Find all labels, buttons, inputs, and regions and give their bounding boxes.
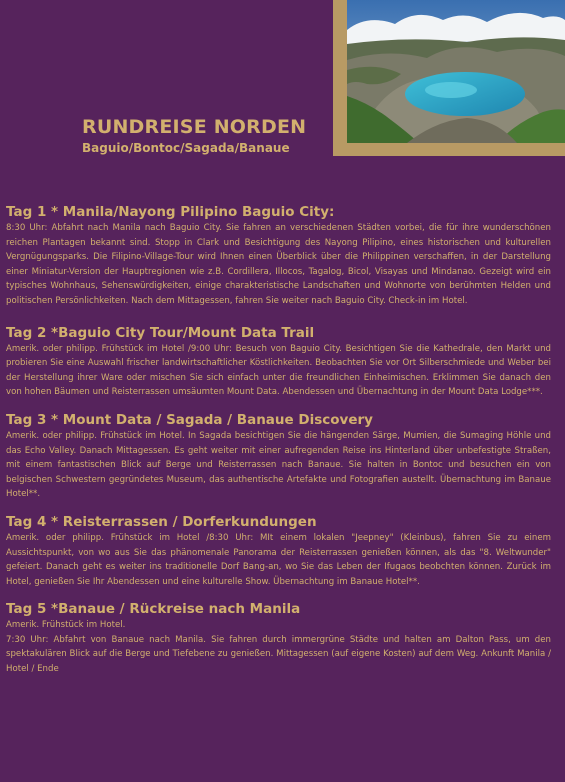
day-description: 8:30 Uhr: Abfahrt nach Manila nach Baguio City. Sie fahren an verschiedenen Städten vorbei, die für ihre wunderschönen reichen Plantagen bekannt sind. Stopp in Clark und Besichtigung des Nayong Pilipino, eines historischen und kulturellen Vergnügungsparks. Die Filipino-Village-Tour wird Ihnen einen Überblick über die Philippinen verschaffen, in der Darstellung einer Miniatur-Version der Hauptregionen wie z.B. Cordillera, Illocos, Tagalog, Bicol, Visayas und Mindanao. Gezeigt wird ein typisches Wohnhaus, Sehenswürdigkeiten, einige charakteristische Landschaften und Wohnorte von berühmten Helden und politischen Persönlichkeiten. Nach dem Mittagessen, fahren Sie weiter nach Baguio City. Check-in im Hotel. (6, 223, 551, 306)
day-section (6, 514, 551, 589)
page-title: RUNDREISE NORDEN (82, 116, 307, 138)
day-heading: Tag 5 *Banaue / Rückreise nach Manila (6, 601, 301, 618)
day-description: Amerik. oder philipp. Frühstück im Hotel /8:30 Uhr: MIt einem lokalen "Jeepney" (Kleinbus), fahren Sie zu einem Aussichtspunkt, von wo aus Sie das phänomenale Panorama der Reisterrassen genießen können, als das "8. Weltwunder" gefeiert. Danach geht es weiter ins traditionelle Dorf Bang-an, wo Sie das Leben der Ifugaos beobchten können. Zurück im Hotel, genießen Sie Ihr Abendessen und eine kulturelle Show. Übernachtung im Banaue Hotel**. (6, 532, 551, 587)
day-description: Amerik. oder philipp. Frühstück im Hotel. In Sagada besichtigen Sie die hängenden Särge, Mumien, die Sumaging Höhle und das Echo Valley. Danach Mittagessen. Es geht weiter mit einer aufregenden Reise ins Hinterland über unbefestigte Straßen, mit einem fantastischen Blick auf Berge und Reisterrassen nach Banaue. Sie halten in Bontoc und besuchen ein von belgischen Schwestern gegründetes Museum, das authentische Artefakte und Fotografien austellt. Übernachtung im Banaue Hotel**. (6, 430, 551, 500)
day-heading: Tag 1 * Manila/Nayong Pilipino Baguio City: (6, 204, 335, 220)
day-description: Amerik. oder philipp. Frühstück im Hotel /9:00 Uhr: Besuch von Baguio City. Besichtigen Sie die Kathedrale, den Markt und probieren Sie eine Auswahl frischer landwirtschaftlicher Köstlichkeiten. Beobachten Sie vor Ort Silberschmiede und Weber bei der Herstellung ihrer Ware oder mischen Sie sich einfach unter die freundlichen Einheimischen. Erklimmen Sie danach den von hohen Bäumen und Reisterrassen umsäumten Mount Data. Abendessen und Übernachtung in der Mount Data Lodge***. (6, 343, 551, 398)
day-section (6, 412, 551, 502)
crater-lake-landscape-image (347, 0, 565, 143)
page-subtitle: Baguio/Bontoc/Sagada/Banaue (82, 141, 290, 155)
day-section (6, 325, 551, 400)
day-description: Amerik. Frühstück im Hotel. 7:30 Uhr: Abfahrt von Banaue nach Manila. Sie fahren durch immergrüne Städte und halten am Dalton Pass, um den spektakulären Blick auf die Berge und Tiefebene zu genießen. Mittagessen (auf eigene Kosten) auf dem Weg. Ankunft Manila / Hotel / Ende (6, 620, 551, 675)
day-section (6, 204, 551, 309)
day-heading: Tag 3 * Mount Data / Sagada / Banaue Discovery (6, 411, 373, 428)
day-heading: Tag 2 *Baguio City Tour/Mount Data Trail (6, 324, 315, 341)
itinerary (6, 204, 551, 677)
day-section (6, 601, 551, 676)
day-heading: Tag 4 * Reisterrassen / Dorferkundungen (6, 513, 317, 530)
